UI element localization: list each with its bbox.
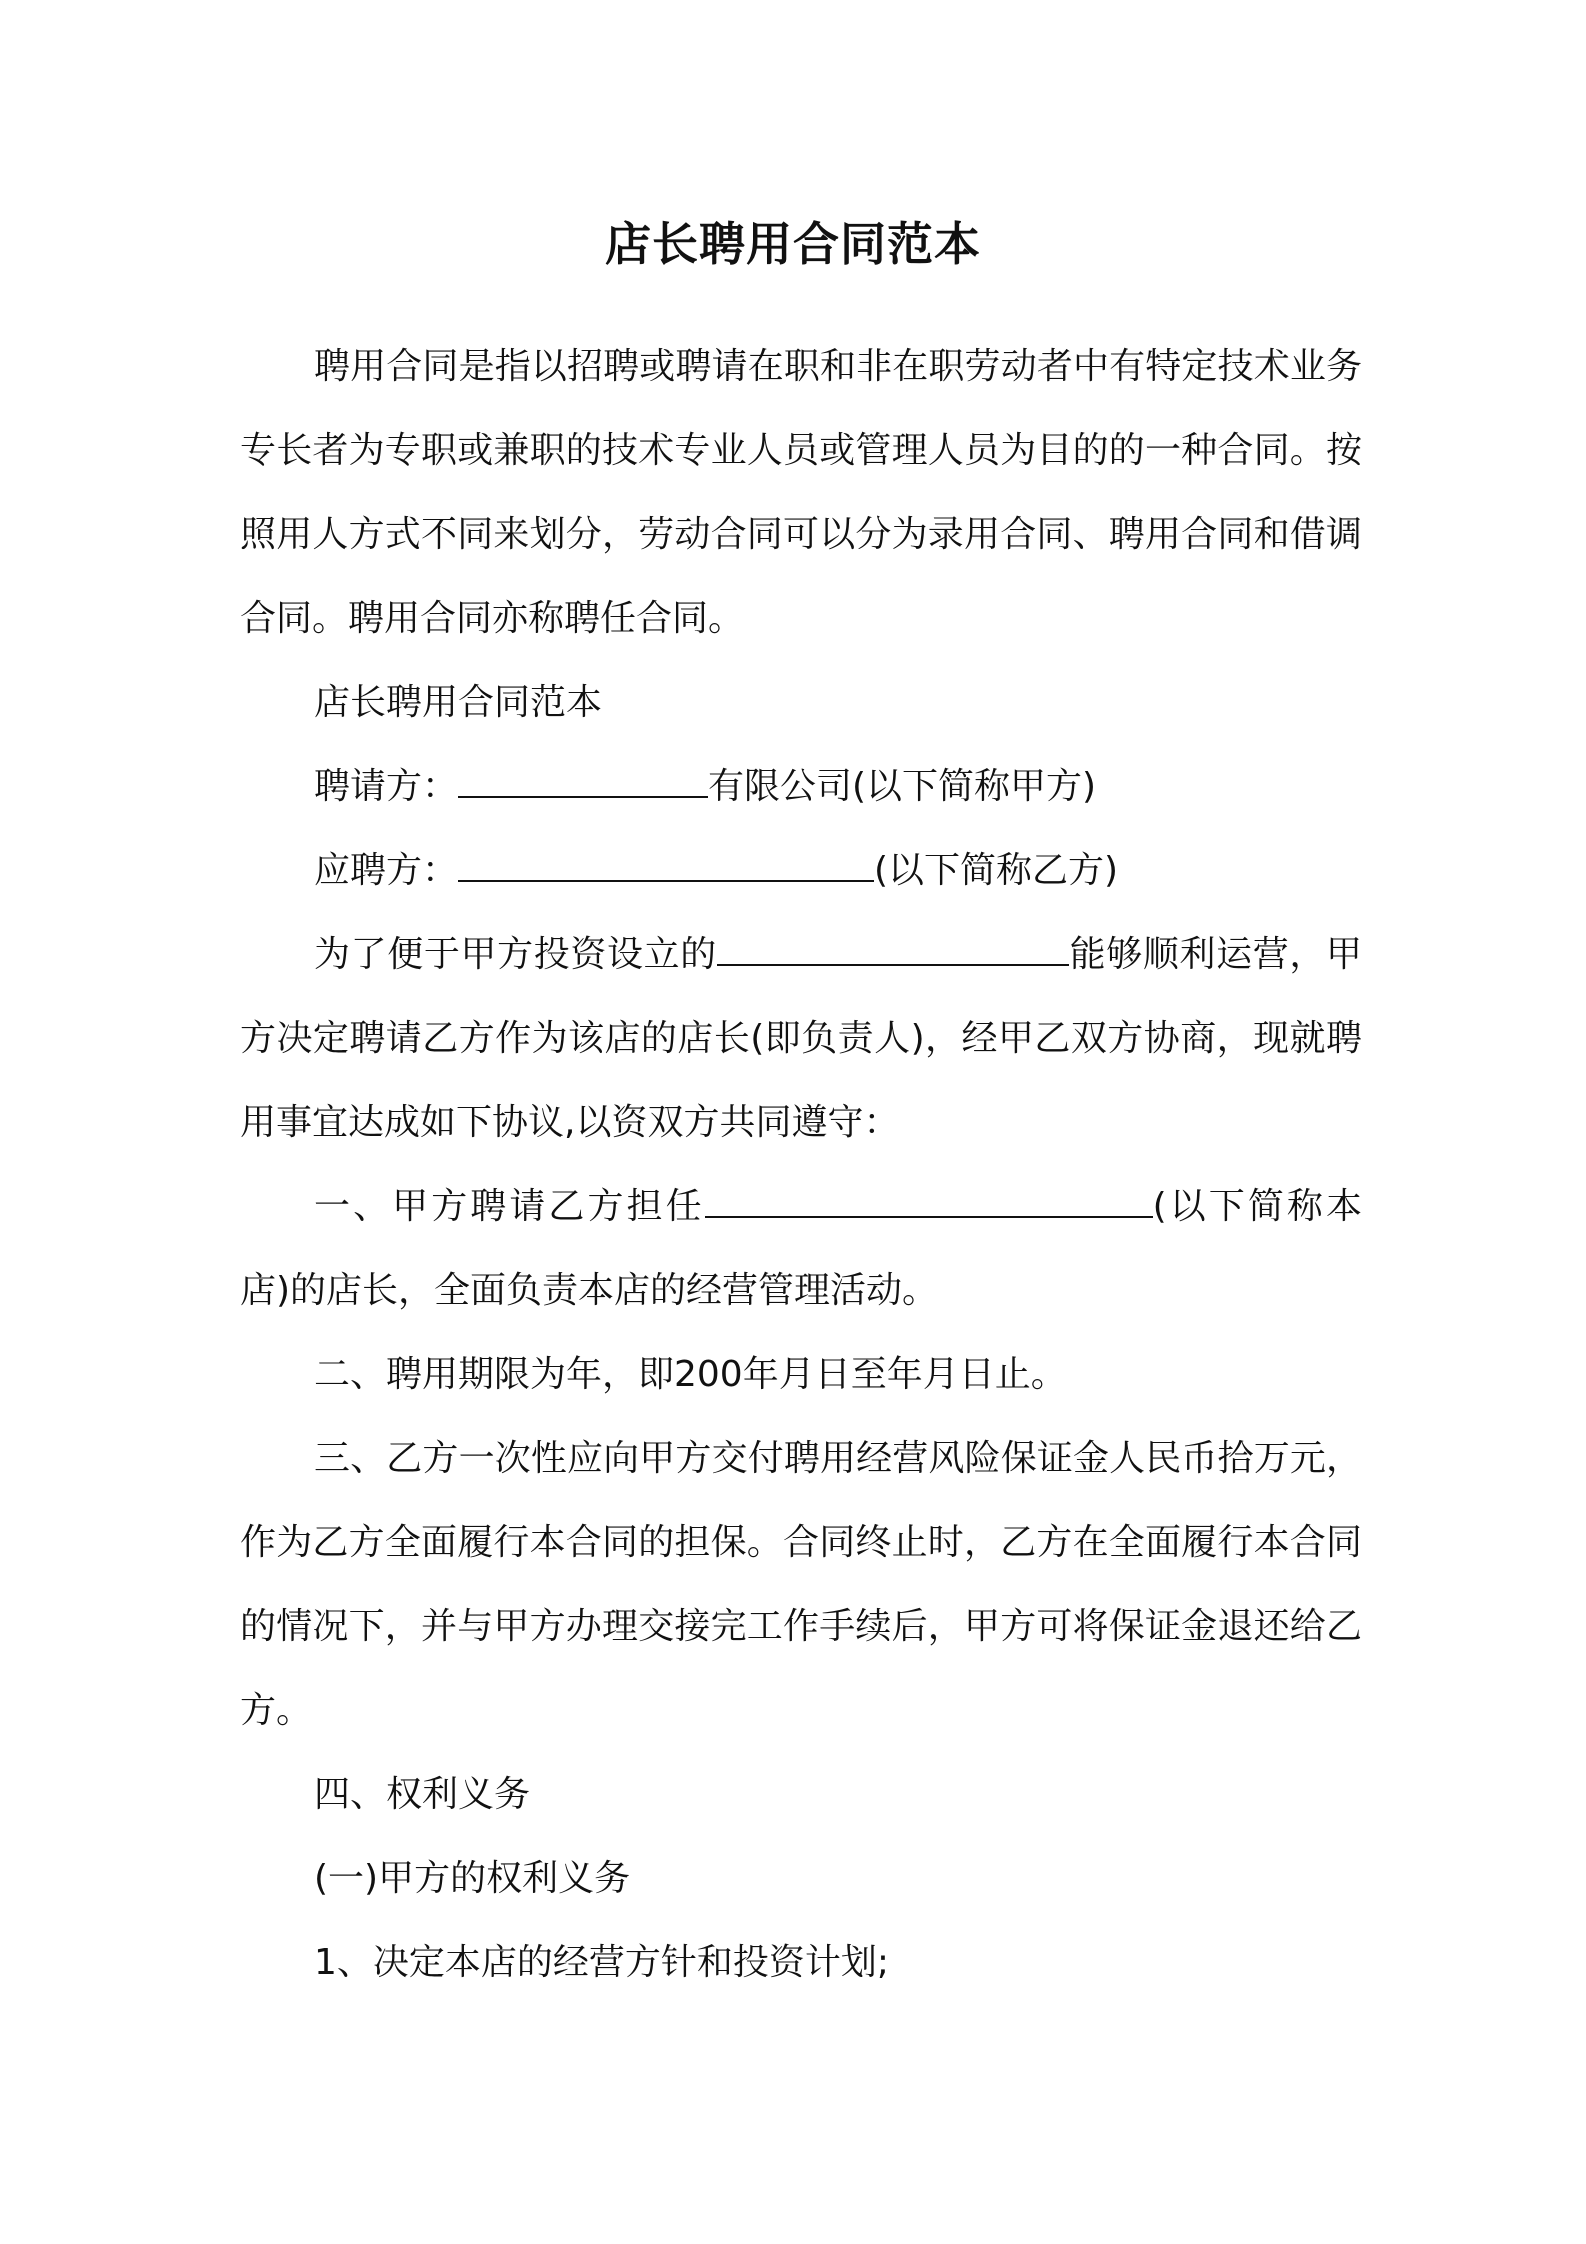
intro-paragraph: 聘用合同是指以招聘或聘请在职和非在职劳动者中有特定技术业务专长者为专职或兼职的技术专业人员或管理人员为目的的一种合同。按照用人方式不同来划分，劳动合同可以分为录用合同、聘用合同和借调合同。聘用合同亦称聘任合同。 xyxy=(240,346,1362,639)
candidate-name-blank xyxy=(458,850,874,882)
clause-1-before: 一、甲方聘请乙方担任 xyxy=(314,1186,705,1227)
document-title: 店长聘用合同范本 xyxy=(605,217,981,271)
store-name-blank xyxy=(717,934,1069,966)
document-body xyxy=(240,325,1362,2005)
clause-4-title: 四、权利义务 xyxy=(314,1774,531,1815)
preamble-before: 为了便于甲方投资设立的 xyxy=(314,934,717,975)
preamble-after: 能够顺利运营，甲方决定聘请乙方作为该店的店长(即负责人)，经甲乙双方协商，现就聘用事宜达成如下协议,以资双方共同遵守： xyxy=(240,934,1362,1143)
clause-4-subsection: (一)甲方的权利义务 xyxy=(314,1858,631,1899)
clause-3: 三、乙方一次性应向甲方交付聘用经营风险保证金人民币拾万元，作为乙方全面履行本合同的担保。合同终止时，乙方在全面履行本合同的情况下，并与甲方办理交接完工作手续后，甲方可将保证金退还给乙方。 xyxy=(240,1438,1362,1731)
party-a-suffix: 有限公司(以下简称甲方) xyxy=(708,766,1097,807)
clause-1 xyxy=(240,1165,1362,1333)
position-blank xyxy=(705,1186,1153,1218)
company-name-blank xyxy=(458,766,708,798)
party-b-line xyxy=(240,829,1362,913)
preamble-paragraph xyxy=(240,913,1362,1165)
clause-1-after: (以下简称本店)的店长，全面负责本店的经营管理活动。 xyxy=(240,1186,1362,1311)
party-b-label: 应聘方： xyxy=(314,850,459,891)
party-a-label: 聘请方： xyxy=(314,766,459,807)
party-a-line xyxy=(240,745,1362,829)
party-b-suffix: (以下简称乙方) xyxy=(874,850,1119,891)
clause-2: 二、聘用期限为年，即200年月日至年月日止。 xyxy=(314,1354,1067,1395)
contract-subtitle: 店长聘用合同范本 xyxy=(314,682,603,723)
clause-4-item-1: 1、决定本店的经营方针和投资计划; xyxy=(314,1942,890,1983)
